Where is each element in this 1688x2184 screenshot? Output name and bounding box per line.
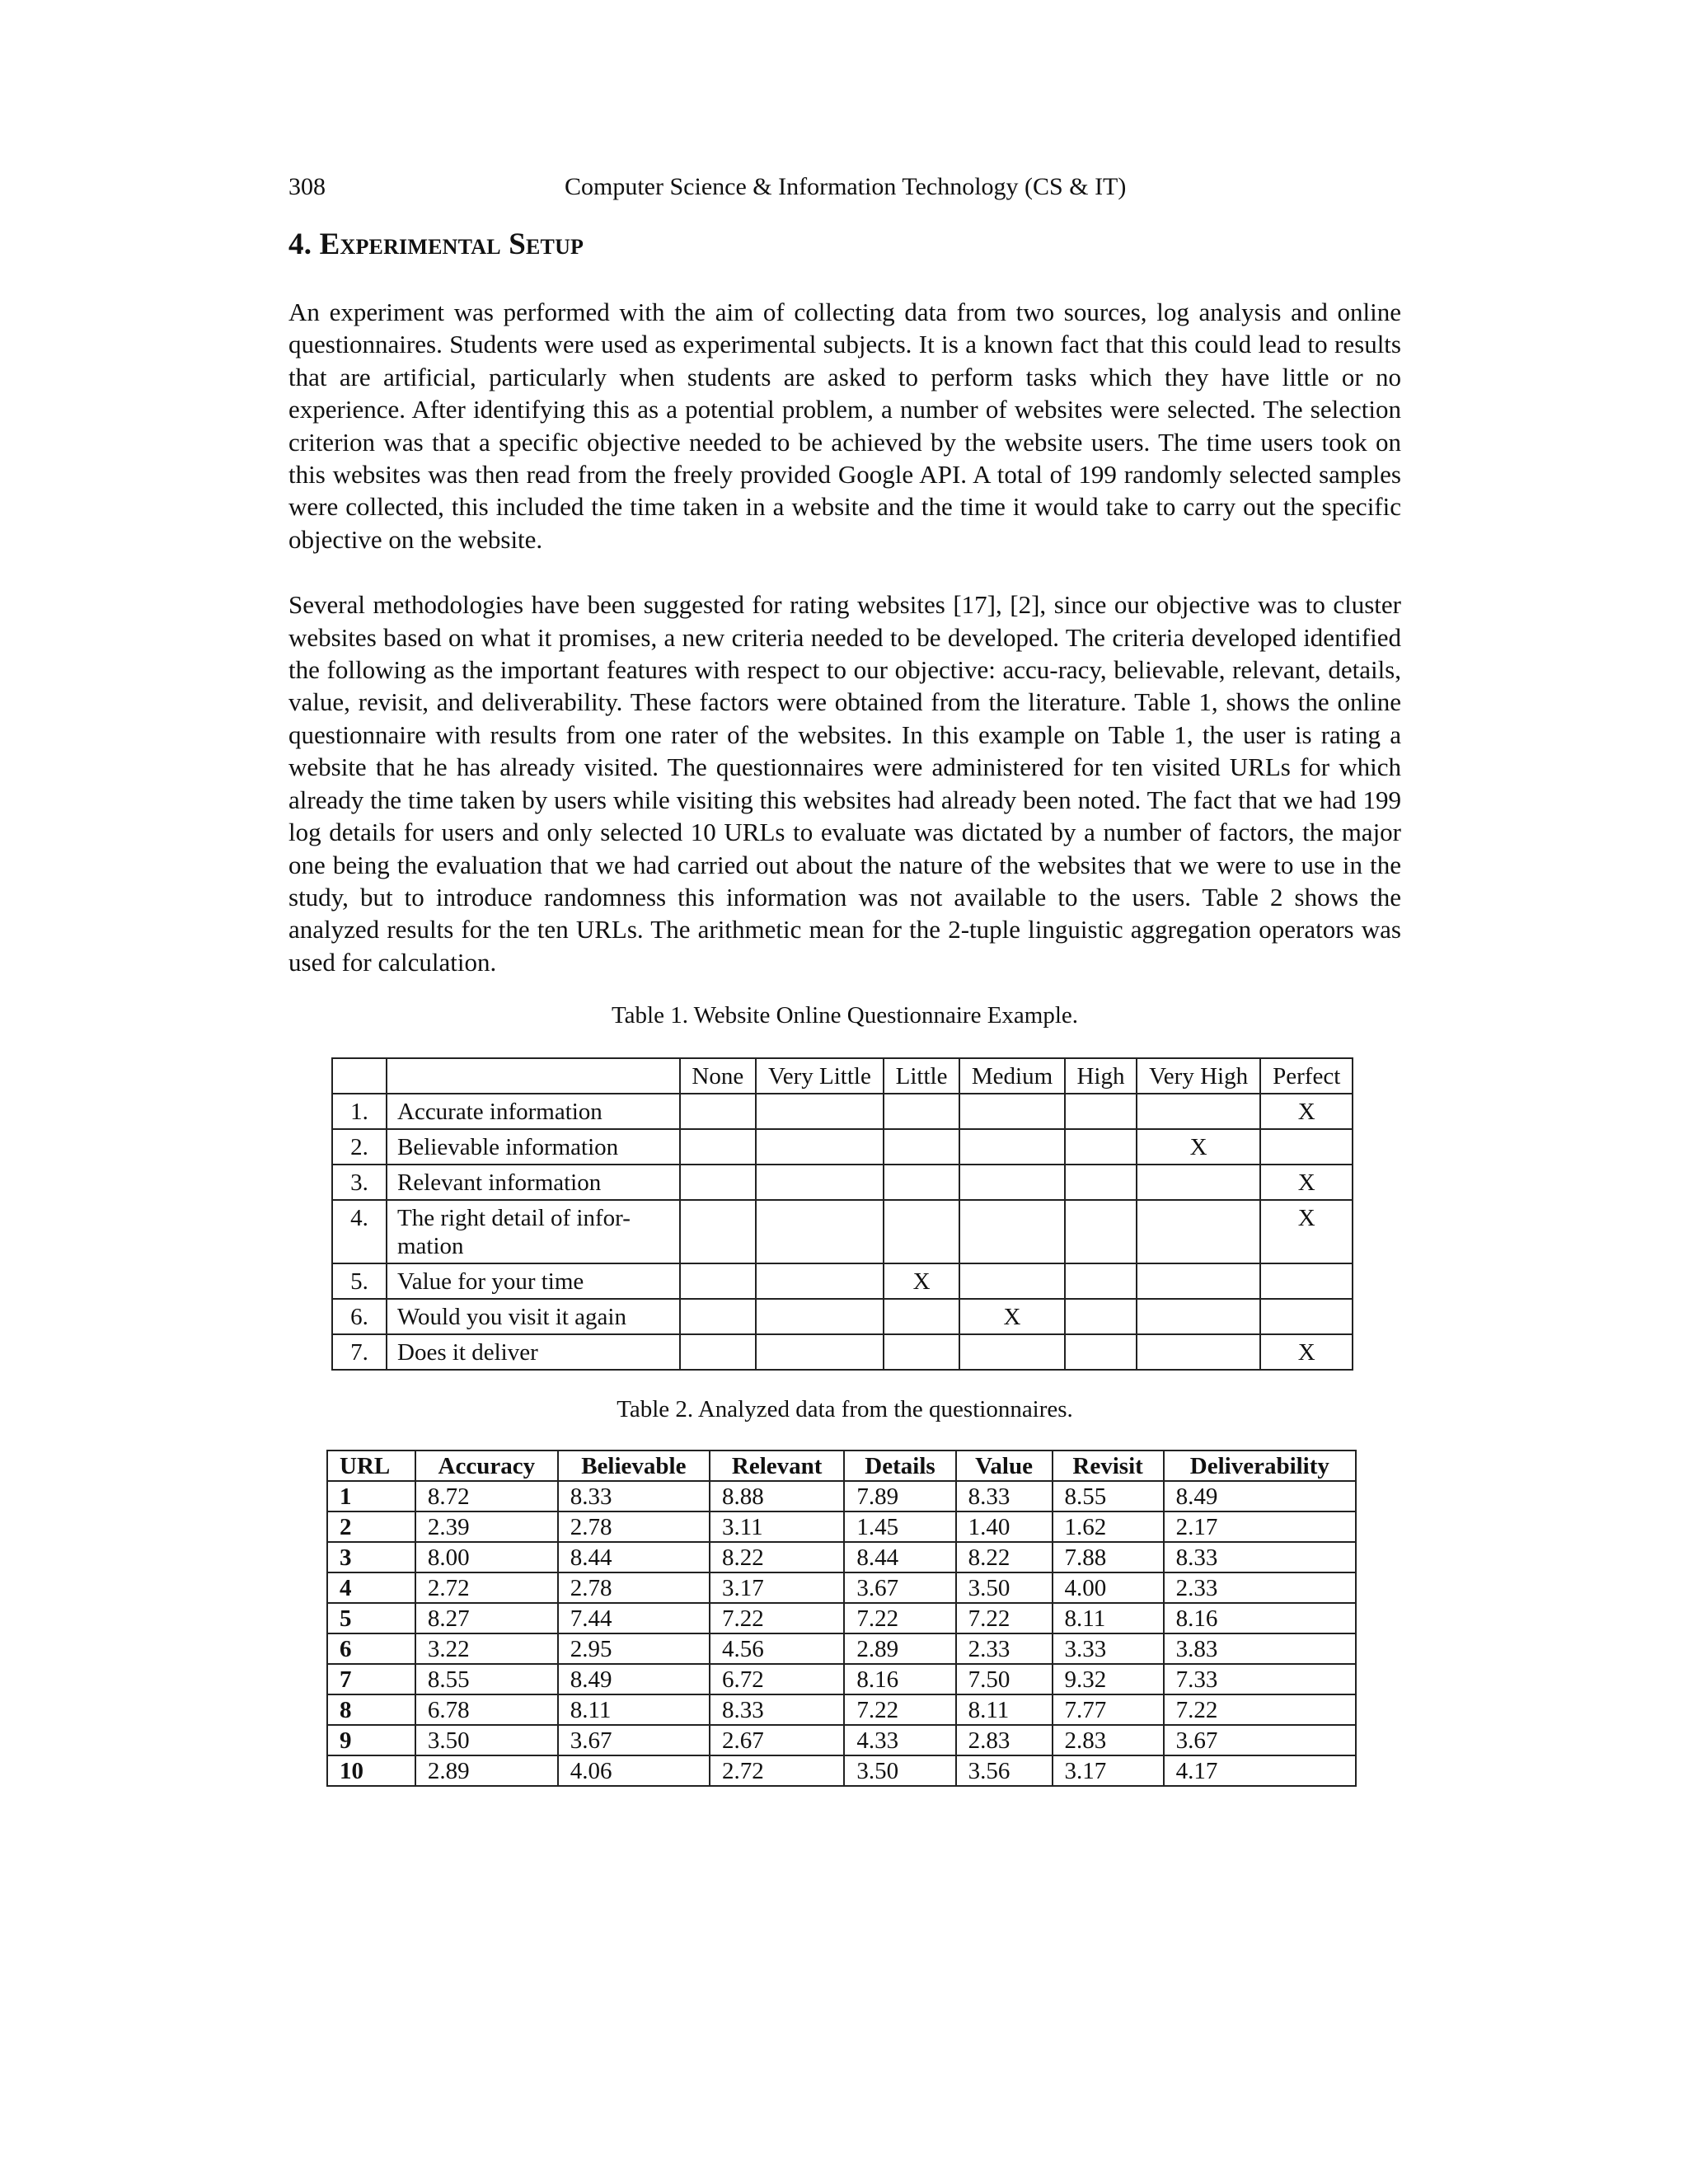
rating-cell [1137,1299,1261,1334]
rating-cell [1065,1334,1137,1370]
rating-cell [1137,1334,1261,1370]
score-cell: 8.11 [956,1694,1053,1725]
score-cell: 1.62 [1053,1511,1164,1542]
score-cell: 8.33 [1164,1542,1356,1572]
score-cell: 2.33 [1164,1572,1356,1603]
rating-cell [680,1165,756,1200]
url-cell: 9 [327,1725,415,1755]
rating-cell [756,1334,884,1370]
score-cell: 8.44 [844,1542,955,1572]
item-label: Believable information [387,1129,680,1165]
score-cell: 3.56 [956,1755,1053,1786]
analyzed-header-row [327,1451,1356,1481]
column-header: Little [884,1058,959,1094]
table2-caption: Table 2. Analyzed data from the questionnaires. [617,1396,1073,1423]
url-cell: 4 [327,1572,415,1603]
score-cell: 2.95 [558,1633,710,1664]
rating-cell [959,1263,1065,1299]
score-cell: 3.67 [558,1725,710,1755]
rating-cell [680,1299,756,1334]
journal-title: Computer Science & Information Technology (CS & IT) [565,173,1127,200]
rating-cell: X [1260,1334,1353,1370]
score-cell: 8.00 [415,1542,558,1572]
rating-cell [756,1129,884,1165]
paragraph-experiment: An experiment was performed with the aim of collecting data from two sources, log analysis and online questionnaires. Students were used as experimental subjects. It is a known fact that this could lead to results that are artificial, particularly when students are asked to perform tasks which they have little or no experience. After identifying this as a potential problem, a number of websites were selected. The selection criterion was that a specific objective needed to be achieved by the website users. The time users took on this websites was then read from the freely provided Google API. A total of 199 randomly selected samples were collected, this included the time taken in a website and the time it would take to carry out the specific objective on the website. [288,298,1401,554]
questionnaire-row [332,1094,1353,1129]
rating-cell [884,1129,959,1165]
column-header: Very High [1137,1058,1261,1094]
rating-cell [756,1263,884,1299]
column-header: Details [844,1451,955,1481]
score-cell: 7.88 [1053,1542,1164,1572]
item-label: Does it deliver [387,1334,680,1370]
questionnaire-row [332,1263,1353,1299]
rating-cell: X [1137,1129,1261,1165]
score-cell: 8.22 [710,1542,844,1572]
rating-cell [680,1334,756,1370]
rating-cell [884,1094,959,1129]
rating-cell [884,1200,959,1263]
questionnaire-table [331,1057,1353,1371]
rating-cell [1137,1094,1261,1129]
table-row [327,1542,1356,1572]
item-label: Value for your time [387,1263,680,1299]
score-cell: 3.50 [844,1755,955,1786]
score-cell: 2.17 [1164,1511,1356,1542]
rating-cell [1065,1263,1137,1299]
score-cell: 3.17 [710,1572,844,1603]
score-cell: 9.32 [1053,1664,1164,1694]
url-cell: 2 [327,1511,415,1542]
column-header: URL [327,1451,415,1481]
score-cell: 7.22 [844,1694,955,1725]
rating-cell [1065,1299,1137,1334]
score-cell: 2.83 [1053,1725,1164,1755]
score-cell: 2.78 [558,1572,710,1603]
column-header: Perfect [1260,1058,1353,1094]
questionnaire-row [332,1200,1353,1263]
rating-cell [884,1334,959,1370]
rating-cell [1065,1094,1137,1129]
score-cell: 3.11 [710,1511,844,1542]
score-cell: 4.56 [710,1633,844,1664]
score-cell: 8.72 [415,1481,558,1511]
score-cell: 2.89 [415,1755,558,1786]
rating-cell [680,1094,756,1129]
rating-cell [1065,1200,1137,1263]
score-cell: 6.78 [415,1694,558,1725]
column-header: Medium [959,1058,1065,1094]
table-row [327,1481,1356,1511]
score-cell: 3.33 [1053,1633,1164,1664]
score-cell: 8.49 [558,1664,710,1694]
rating-cell [756,1200,884,1263]
score-cell: 7.22 [1164,1694,1356,1725]
header-blank-item [387,1058,680,1094]
item-number: 6. [332,1299,387,1334]
table-row [327,1511,1356,1542]
score-cell: 2.72 [415,1572,558,1603]
table-row [327,1633,1356,1664]
score-cell: 8.88 [710,1481,844,1511]
running-header [288,169,1401,205]
rating-cell [1065,1129,1137,1165]
paper-page [288,169,1401,1787]
score-cell: 8.11 [1053,1603,1164,1633]
score-cell: 7.22 [710,1603,844,1633]
rating-cell [1260,1299,1353,1334]
column-header: High [1065,1058,1137,1094]
score-cell: 2.33 [956,1633,1053,1664]
score-cell: 3.22 [415,1633,558,1664]
table-row [327,1664,1356,1694]
column-header: Revisit [1053,1451,1164,1481]
item-number: 1. [332,1094,387,1129]
score-cell: 8.16 [1164,1603,1356,1633]
score-cell: 1.40 [956,1511,1053,1542]
header-blank-number [332,1058,387,1094]
rating-cell [959,1334,1065,1370]
url-cell: 5 [327,1603,415,1633]
item-label: The right detail of infor-mation [387,1200,680,1263]
url-cell: 6 [327,1633,415,1664]
score-cell: 8.44 [558,1542,710,1572]
questionnaire-row [332,1299,1353,1334]
score-cell: 4.33 [844,1725,955,1755]
rating-cell [756,1094,884,1129]
rating-cell [1137,1200,1261,1263]
column-header: Value [956,1451,1053,1481]
rating-cell [884,1299,959,1334]
score-cell: 2.39 [415,1511,558,1542]
column-header: Very Little [756,1058,884,1094]
url-cell: 10 [327,1755,415,1786]
column-header: Accuracy [415,1451,558,1481]
rating-cell [1137,1263,1261,1299]
rating-cell [680,1263,756,1299]
score-cell: 3.67 [844,1572,955,1603]
item-label: Relevant information [387,1165,680,1200]
table-row [327,1694,1356,1725]
item-number: 3. [332,1165,387,1200]
score-cell: 4.06 [558,1755,710,1786]
score-cell: 8.33 [956,1481,1053,1511]
rating-cell [756,1299,884,1334]
table-row [327,1755,1356,1786]
paragraph-methodology: Several methodologies have been suggested for rating websites [17], [2], since our objective was to cluster websites based on what it promises, a new criteria needed to be developed. The criteria developed identified the following as the important features with respect to our objective: accu-racy, believable, relevant, details, value, revisit, and deliverability. These factors were obtained from the literature. Table 1, shows the online questionnaire with results from one rater of the websites. In this example on Table 1, the user is rating a website that he has already visited. The questionnaires were administered for ten visited URLs for which already the time taken by users while visiting this websites had already been noted. The fact that we had 199 log details for users and only selected 10 URLs to evaluate was dictated by a number of factors, the major one being the evaluation that we had carried out about the nature of the websites that we were to use in the study, but to introduce randomness this information was not available to the users. Table 2 shows the analyzed results for the ten URLs. The arithmetic mean for the 2-tuple linguistic aggregation operators was used for calculation. [288,590,1401,977]
analyzed-data-table [326,1450,1357,1787]
score-cell: 4.00 [1053,1572,1164,1603]
url-cell: 7 [327,1664,415,1694]
score-cell: 8.16 [844,1664,955,1694]
table-row [327,1572,1356,1603]
score-cell: 7.89 [844,1481,955,1511]
score-cell: 7.33 [1164,1664,1356,1694]
url-cell: 1 [327,1481,415,1511]
score-cell: 8.33 [558,1481,710,1511]
score-cell: 3.50 [956,1572,1053,1603]
questionnaire-header-row [332,1058,1353,1094]
score-cell: 3.17 [1053,1755,1164,1786]
score-cell: 7.22 [844,1603,955,1633]
rating-cell: X [884,1263,959,1299]
rating-cell [959,1165,1065,1200]
table-row [327,1603,1356,1633]
rating-cell [1260,1129,1353,1165]
questionnaire-row [332,1334,1353,1370]
score-cell: 2.89 [844,1633,955,1664]
rating-cell [959,1129,1065,1165]
rating-cell [1065,1165,1137,1200]
item-number: 4. [332,1200,387,1263]
rating-cell: X [1260,1094,1353,1129]
score-cell: 2.78 [558,1511,710,1542]
score-cell: 7.22 [956,1603,1053,1633]
item-number: 2. [332,1129,387,1165]
score-cell: 8.33 [710,1694,844,1725]
score-cell: 8.22 [956,1542,1053,1572]
item-label: Would you visit it again [387,1299,680,1334]
score-cell: 7.50 [956,1664,1053,1694]
table1-caption: Table 1. Website Online Questionnaire Example. [611,1002,1079,1029]
score-cell: 6.72 [710,1664,844,1694]
score-cell: 7.44 [558,1603,710,1633]
score-cell: 1.45 [844,1511,955,1542]
section-heading: 4. Experimental Setup [288,227,584,261]
rating-cell [959,1094,1065,1129]
item-label: Accurate information [387,1094,680,1129]
item-number: 7. [332,1334,387,1370]
questionnaire-row [332,1165,1353,1200]
questionnaire-row [332,1129,1353,1165]
rating-cell: X [1260,1165,1353,1200]
rating-cell [680,1200,756,1263]
score-cell: 8.49 [1164,1481,1356,1511]
rating-cell: X [1260,1200,1353,1263]
column-header: Believable [558,1451,710,1481]
score-cell: 2.83 [956,1725,1053,1755]
column-header: Deliverability [1164,1451,1356,1481]
rating-cell: X [959,1299,1065,1334]
score-cell: 2.72 [710,1755,844,1786]
rating-cell [756,1165,884,1200]
rating-cell [884,1165,959,1200]
page-number: 308 [288,173,326,200]
score-cell: 8.27 [415,1603,558,1633]
rating-cell [680,1129,756,1165]
rating-cell [1260,1263,1353,1299]
score-cell: 3.67 [1164,1725,1356,1755]
score-cell: 4.17 [1164,1755,1356,1786]
url-cell: 8 [327,1694,415,1725]
score-cell: 8.55 [1053,1481,1164,1511]
score-cell: 3.50 [415,1725,558,1755]
column-header: Relevant [710,1451,844,1481]
score-cell: 8.55 [415,1664,558,1694]
table-row [327,1725,1356,1755]
score-cell: 7.77 [1053,1694,1164,1725]
column-header: None [680,1058,756,1094]
url-cell: 3 [327,1542,415,1572]
score-cell: 8.11 [558,1694,710,1725]
score-cell: 3.83 [1164,1633,1356,1664]
item-number: 5. [332,1263,387,1299]
score-cell: 2.67 [710,1725,844,1755]
rating-cell [1137,1165,1261,1200]
rating-cell [959,1200,1065,1263]
